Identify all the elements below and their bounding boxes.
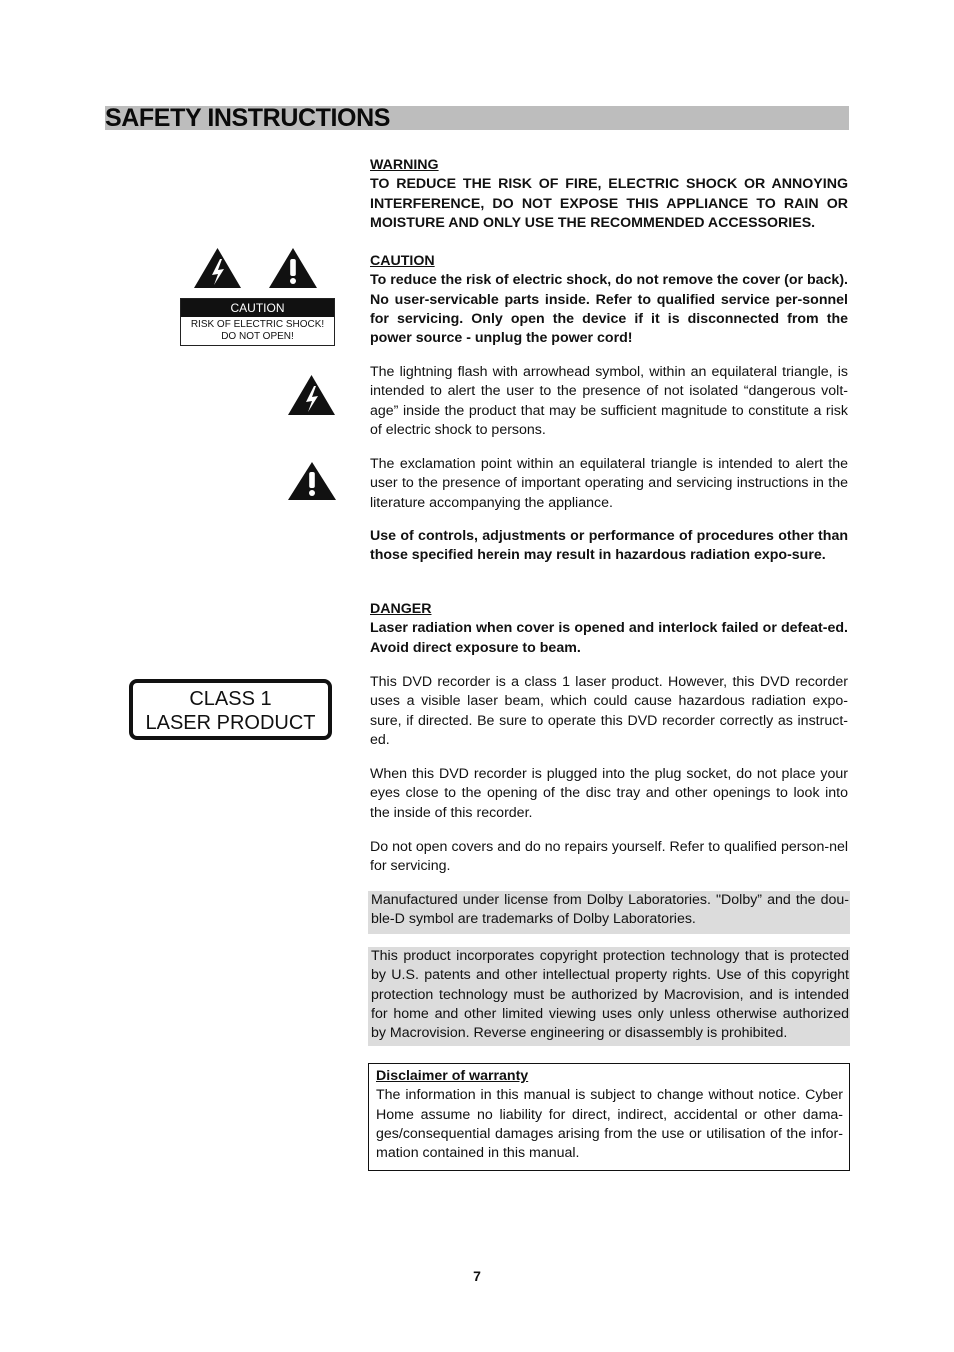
controls-text: Use of controls, adjustments or performance of procedures other than those specified herein may result in hazardous radiation expo-sure.	[370, 528, 848, 564]
danger-section	[370, 600, 848, 658]
plug-text: When this DVD recorder is plugged into the plug socket, do not place your eyes close to the opening of the disc tray and other openings to look into the inside of this recorder.	[370, 766, 848, 821]
lightning-symbol-icon	[287, 374, 336, 416]
caution-section	[370, 252, 848, 348]
covers-text: Do not open covers and do no repairs yourself. Refer to qualified person-nel for servicing.	[370, 839, 848, 875]
caution-label-line1: RISK OF ELECTRIC SHOCK!	[190, 319, 325, 330]
disclaimer-box	[368, 1063, 850, 1171]
laser-label-line1: CLASS 1	[189, 688, 272, 710]
caution-label-title: CAUTION	[181, 299, 334, 317]
warning-title: WARNING	[370, 157, 439, 173]
disclaimer-title: Disclaimer of warranty	[376, 1068, 529, 1084]
warning-text: TO REDUCE THE RISK OF FIRE, ELECTRIC SHOCK OR ANNOYING INTERFERENCE, DO NOT EXPOSE THIS APPLIANCE TO RAIN OR MOISTURE AND ONLY USE THE RECOMMENDED ACCESSORIES.	[370, 176, 848, 231]
lightning-warning-icon	[193, 247, 242, 289]
page-number: 7	[473, 1268, 481, 1284]
caution-title: CAUTION	[370, 253, 435, 269]
macrovision-notice	[368, 947, 850, 1046]
exclamation-text: The exclamation point within an equilateral triangle is intended to alert the user to the presence of important operating and servicing instructions in the literature accompanying the appliance.	[370, 456, 848, 511]
disclaimer-text: The information in this manual is subject to change without notice. Cyber Home assume no liability for direct, indirect, accidental or other dama-ges/consequential damages arising from the use or utilisation of the infor-mation contained in this manual.	[376, 1087, 843, 1162]
exclamation-paragraph	[370, 455, 848, 513]
dolby-notice	[368, 891, 850, 934]
plug-paragraph	[370, 765, 848, 823]
laser-label-line2: LASER PRODUCT	[145, 712, 316, 734]
covers-paragraph	[370, 838, 848, 877]
lightning-paragraph	[370, 363, 848, 440]
caution-label	[180, 298, 335, 346]
danger-text: Laser radiation when cover is opened and interlock failed or defeat-ed. Avoid direct exposure to beam.	[370, 620, 848, 656]
heading-bar	[105, 106, 849, 130]
warning-section	[370, 156, 848, 233]
lightning-text: The lightning flash with arrowhead symbol, within an equilateral triangle, is intended to alert the user to the presence of not isolated “dangerous volt-age” inside the product that may be sufficient magnitude to constitute a risk of electric shock to persons.	[370, 364, 848, 438]
caution-label-line2: DO NOT OPEN!	[221, 331, 294, 342]
exclamation-symbol-icon	[287, 461, 337, 501]
exclamation-warning-icon	[268, 247, 318, 289]
dolby-text: Manufactured under license from Dolby Laboratories. "Dolby” and the dou-ble-D symbol are trademarks of Dolby Laboratories.	[371, 892, 849, 928]
macrovision-text: This product incorporates copyright protection technology that is protected by U.S. patents and other intellectual property rights. Use of this copyright protection technology must be authorized by Macrovision, and is intended for home and other limited viewing uses only unless otherwise authorized by Macrovision. Reverse engineering or disassembly is prohibited.	[371, 948, 849, 1042]
class1-text: This DVD recorder is a class 1 laser product. However, this DVD recorder uses a visible laser beam, which could cause hazardous radiation expo-sure, if directed. Be sure to operate this DVD recorder correctly as instruct-ed.	[370, 674, 848, 748]
page-title: SAFETY INSTRUCTIONS	[105, 104, 391, 132]
caution-text: To reduce the risk of electric shock, do not remove the cover (or back). No user-servicable parts inside. Refer to qualified service per-sonnel for servicing. Only open the device if it is disconnected from the power source - unplug the power cord!	[370, 272, 848, 347]
danger-title: DANGER	[370, 601, 432, 617]
controls-paragraph	[370, 527, 848, 566]
caution-label-text	[181, 317, 334, 343]
class1-laser-label	[129, 679, 332, 740]
class1-paragraph	[370, 673, 848, 750]
